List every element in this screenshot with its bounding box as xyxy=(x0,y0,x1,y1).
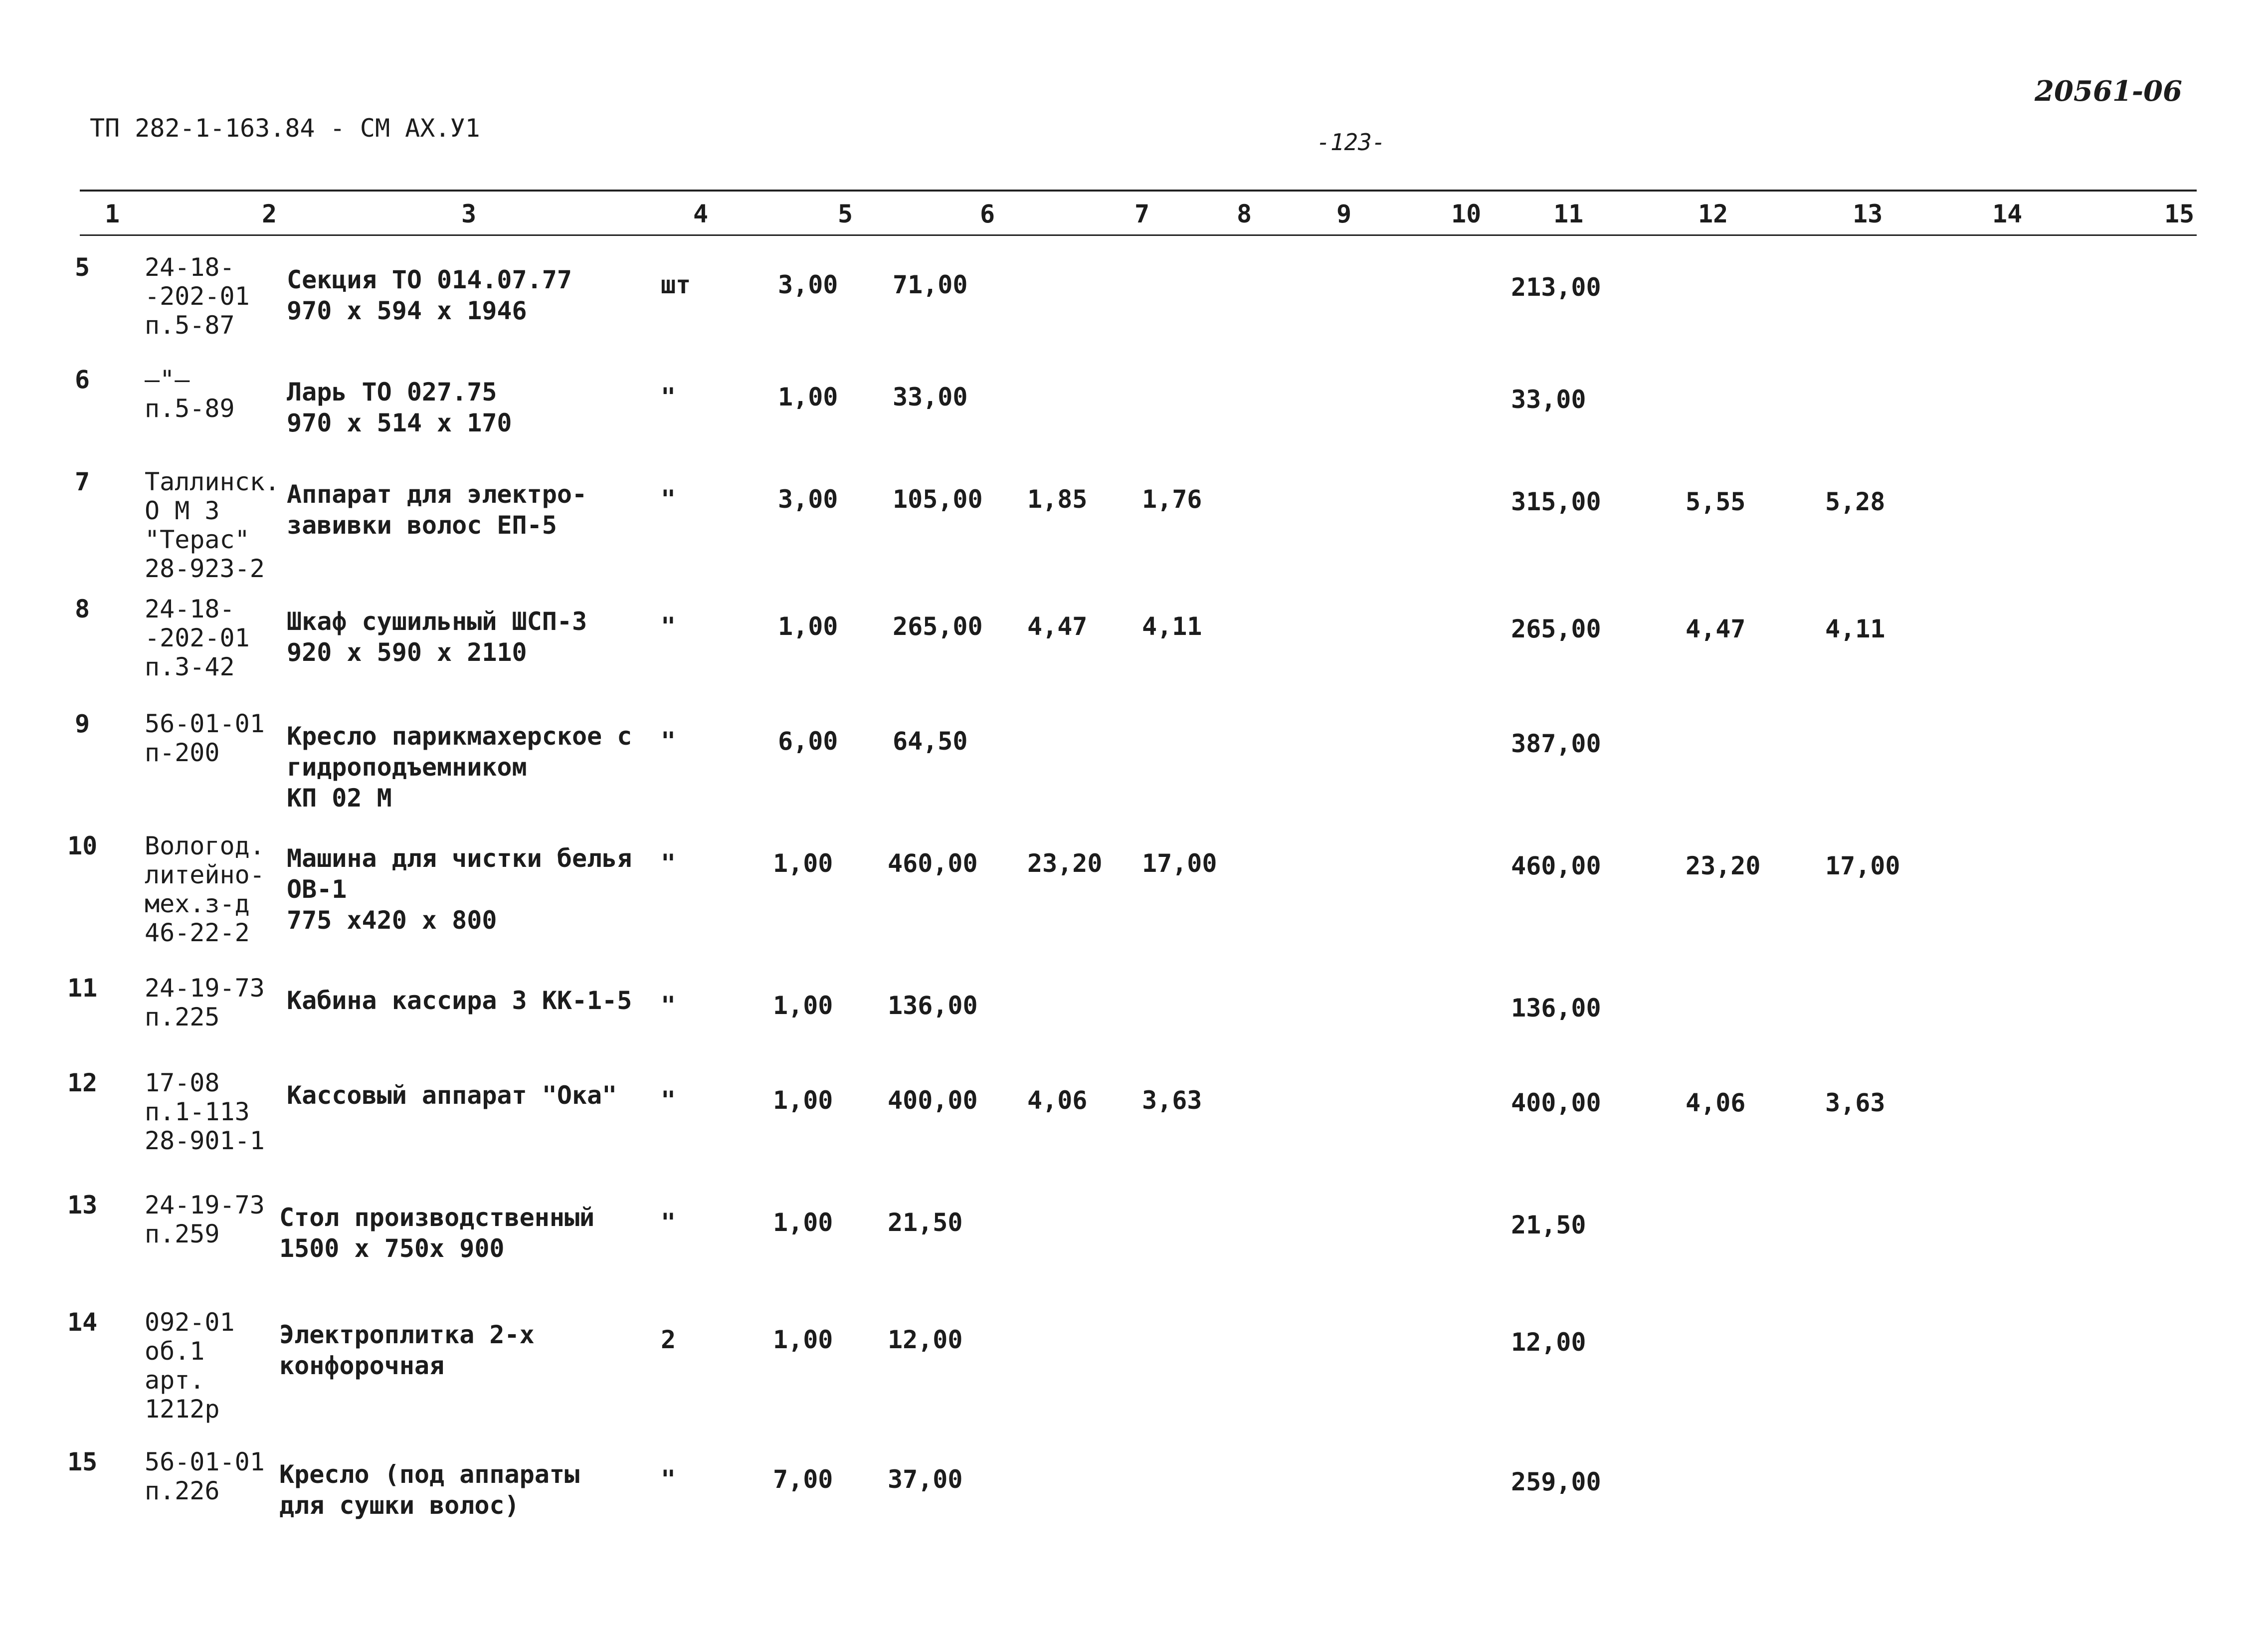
row-number: 14 xyxy=(67,1308,98,1337)
total-cost-cell: 12,00 xyxy=(1511,1328,1586,1357)
header-col-13: 13 xyxy=(1853,200,1883,228)
col7-cell: 23,20 xyxy=(1027,849,1103,878)
header-col-4: 4 xyxy=(693,200,709,228)
item-description-line: Аппарат для электро- xyxy=(287,480,587,509)
source-code-line: О М З xyxy=(145,496,220,525)
total-cost-cell: 265,00 xyxy=(1511,614,1601,643)
source-code-line: п.3-42 xyxy=(145,652,235,681)
item-description-line: Стол производственный xyxy=(279,1203,595,1232)
row-number: 6 xyxy=(75,365,90,394)
total-cost-cell: 400,00 xyxy=(1511,1088,1601,1117)
total-cost-cell: 259,00 xyxy=(1511,1467,1601,1496)
source-code-line: мех.з-д xyxy=(145,889,250,918)
item-description-line: КП 02 М xyxy=(287,784,392,813)
item-description-line: конфорочная xyxy=(279,1351,445,1380)
quantity-cell: 1,00 xyxy=(773,1325,833,1354)
item-description-line: ОВ-1 xyxy=(287,875,347,904)
unit-cell: " xyxy=(661,383,676,411)
unit-cell: 2 xyxy=(661,1325,676,1354)
header-col-11: 11 xyxy=(1553,200,1584,228)
header-bottom-rule xyxy=(80,234,2197,236)
header-col-12: 12 xyxy=(1698,200,1728,228)
col13-cell: 17,00 xyxy=(1825,851,1900,880)
item-description-line: Кассовый аппарат "Ока" xyxy=(287,1081,617,1110)
header-col-1: 1 xyxy=(105,200,120,228)
unit-cell: шт xyxy=(661,270,691,299)
source-code-line: п-200 xyxy=(145,738,220,767)
row-number: 13 xyxy=(67,1191,98,1220)
unit-price-cell: 460,00 xyxy=(888,849,978,878)
unit-cell: " xyxy=(661,1086,676,1115)
item-description-line: Шкаф сушильный ШСП-3 xyxy=(287,607,587,636)
item-description-line: Кресло парикмахерское с xyxy=(287,722,632,751)
col12-cell: 23,20 xyxy=(1686,851,1761,880)
item-description-line: Секция ТО 014.07.77 xyxy=(287,265,572,294)
source-code-line: —"— xyxy=(145,365,190,394)
source-code-line: арт. xyxy=(145,1366,205,1395)
col8-cell: 4,11 xyxy=(1142,612,1202,641)
unit-price-cell: 400,00 xyxy=(888,1086,978,1115)
source-code-line: 46-22-2 xyxy=(145,918,250,947)
total-cost-cell: 315,00 xyxy=(1511,487,1601,516)
header-col-5: 5 xyxy=(838,200,853,228)
source-code-line: 24-19-73 xyxy=(145,974,265,1003)
total-cost-cell: 460,00 xyxy=(1511,851,1601,880)
unit-price-cell: 136,00 xyxy=(888,991,978,1020)
header-col-7: 7 xyxy=(1134,200,1150,228)
source-code-line: 17-08 xyxy=(145,1068,220,1097)
unit-price-cell: 71,00 xyxy=(893,270,968,299)
header-col-9: 9 xyxy=(1336,200,1352,228)
source-code-line: п.226 xyxy=(145,1476,220,1505)
row-number: 12 xyxy=(67,1068,98,1097)
unit-price-cell: 12,00 xyxy=(888,1325,963,1354)
row-number: 9 xyxy=(75,709,90,738)
quantity-cell: 3,00 xyxy=(778,485,838,514)
col8-cell: 17,00 xyxy=(1142,849,1217,878)
source-code-line: 1212р xyxy=(145,1395,220,1424)
source-code-line: литейно- xyxy=(145,860,265,889)
header-col-6: 6 xyxy=(980,200,995,228)
col13-cell: 5,28 xyxy=(1825,487,1886,516)
col12-cell: 4,47 xyxy=(1686,614,1746,643)
source-code-line: "Терас" xyxy=(145,525,250,554)
unit-cell: " xyxy=(661,485,676,514)
document-code: ТП 282-1-163.84 - СМ АХ.У1 xyxy=(90,114,480,143)
source-code-line: 24-18- xyxy=(145,595,235,623)
col7-cell: 1,85 xyxy=(1027,485,1088,514)
total-cost-cell: 136,00 xyxy=(1511,994,1601,1023)
item-description-line: Кабина кассира 3 КК-1-5 xyxy=(287,986,632,1015)
source-code-line: 24-18- xyxy=(145,253,235,282)
source-code-line: п.1-113 xyxy=(145,1097,250,1126)
table-top-rule xyxy=(80,190,2197,192)
source-code-line: п.5-87 xyxy=(145,311,235,340)
total-cost-cell: 387,00 xyxy=(1511,729,1601,758)
header-col-10: 10 xyxy=(1451,200,1482,228)
total-cost-cell: 21,50 xyxy=(1511,1211,1586,1239)
item-description-line: 970 х 594 х 1946 xyxy=(287,296,527,325)
col13-cell: 4,11 xyxy=(1825,614,1886,643)
source-code-line: -202-01 xyxy=(145,282,250,311)
page-number: -123- xyxy=(1317,129,1386,156)
source-code-line: Вологод. xyxy=(145,831,265,860)
source-code-line: Таллинск. xyxy=(145,467,280,496)
unit-price-cell: 64,50 xyxy=(893,727,968,756)
header-col-2: 2 xyxy=(262,200,277,228)
item-description-line: гидроподъемником xyxy=(287,753,527,782)
row-number: 11 xyxy=(67,974,98,1003)
item-description-line: Ларь ТО 027.75 xyxy=(287,378,497,407)
source-code-line: 56-01-01 xyxy=(145,709,265,738)
unit-price-cell: 33,00 xyxy=(893,383,968,411)
unit-cell: " xyxy=(661,991,676,1020)
item-description-line: для сушки волос) xyxy=(279,1491,520,1520)
col13-cell: 3,63 xyxy=(1825,1088,1886,1117)
col8-cell: 1,76 xyxy=(1142,485,1202,514)
unit-cell: " xyxy=(661,1208,676,1237)
source-code-line: п.225 xyxy=(145,1003,220,1031)
quantity-cell: 1,00 xyxy=(778,612,838,641)
header-col-3: 3 xyxy=(461,200,477,228)
unit-cell: " xyxy=(661,1465,676,1494)
unit-price-cell: 105,00 xyxy=(893,485,983,514)
row-number: 8 xyxy=(75,595,90,623)
quantity-cell: 1,00 xyxy=(773,849,833,878)
col7-cell: 4,06 xyxy=(1027,1086,1088,1115)
unit-cell: " xyxy=(661,849,676,878)
unit-cell: " xyxy=(661,612,676,641)
col7-cell: 4,47 xyxy=(1027,612,1088,641)
header-col-8: 8 xyxy=(1237,200,1252,228)
total-cost-cell: 33,00 xyxy=(1511,385,1586,414)
row-number: 7 xyxy=(75,467,90,496)
source-code-line: 28-901-1 xyxy=(145,1126,265,1155)
col12-cell: 4,06 xyxy=(1686,1088,1746,1117)
source-code-line: 28-923-2 xyxy=(145,554,265,583)
quantity-cell: 1,00 xyxy=(773,1086,833,1115)
unit-price-cell: 37,00 xyxy=(888,1465,963,1494)
unit-cell: " xyxy=(661,727,676,756)
source-code-line: -202-01 xyxy=(145,623,250,652)
header-col-15: 15 xyxy=(2164,200,2195,228)
item-description-line: 920 х 590 х 2110 xyxy=(287,638,527,667)
source-code-line: об.1 xyxy=(145,1337,205,1366)
col8-cell: 3,63 xyxy=(1142,1086,1202,1115)
item-description-line: Кресло (под аппараты xyxy=(279,1460,580,1489)
quantity-cell: 7,00 xyxy=(773,1465,833,1494)
col12-cell: 5,55 xyxy=(1686,487,1746,516)
quantity-cell: 1,00 xyxy=(778,383,838,411)
quantity-cell: 6,00 xyxy=(778,727,838,756)
quantity-cell: 3,00 xyxy=(778,270,838,299)
quantity-cell: 1,00 xyxy=(773,991,833,1020)
item-description-line: Машина для чистки белья xyxy=(287,844,632,873)
row-number: 10 xyxy=(67,831,98,860)
item-description-line: завивки волос ЕП-5 xyxy=(287,511,557,540)
item-description-line: Электроплитка 2-х xyxy=(279,1320,535,1349)
row-number: 15 xyxy=(67,1447,98,1476)
unit-price-cell: 21,50 xyxy=(888,1208,963,1237)
source-code-line: 092-01 xyxy=(145,1308,235,1337)
source-code-line: п.259 xyxy=(145,1220,220,1248)
header-col-14: 14 xyxy=(1992,200,2023,228)
corner-mark: 20561-06 xyxy=(2035,75,2182,108)
quantity-cell: 1,00 xyxy=(773,1208,833,1237)
item-description-line: 775 х420 х 800 xyxy=(287,906,497,935)
row-number: 5 xyxy=(75,253,90,282)
item-description-line: 970 х 514 х 170 xyxy=(287,409,512,437)
source-code-line: п.5-89 xyxy=(145,394,235,423)
source-code-line: 24-19-73 xyxy=(145,1191,265,1220)
item-description-line: 1500 х 750х 900 xyxy=(279,1234,505,1263)
source-code-line: 56-01-01 xyxy=(145,1447,265,1476)
unit-price-cell: 265,00 xyxy=(893,612,983,641)
total-cost-cell: 213,00 xyxy=(1511,273,1601,302)
